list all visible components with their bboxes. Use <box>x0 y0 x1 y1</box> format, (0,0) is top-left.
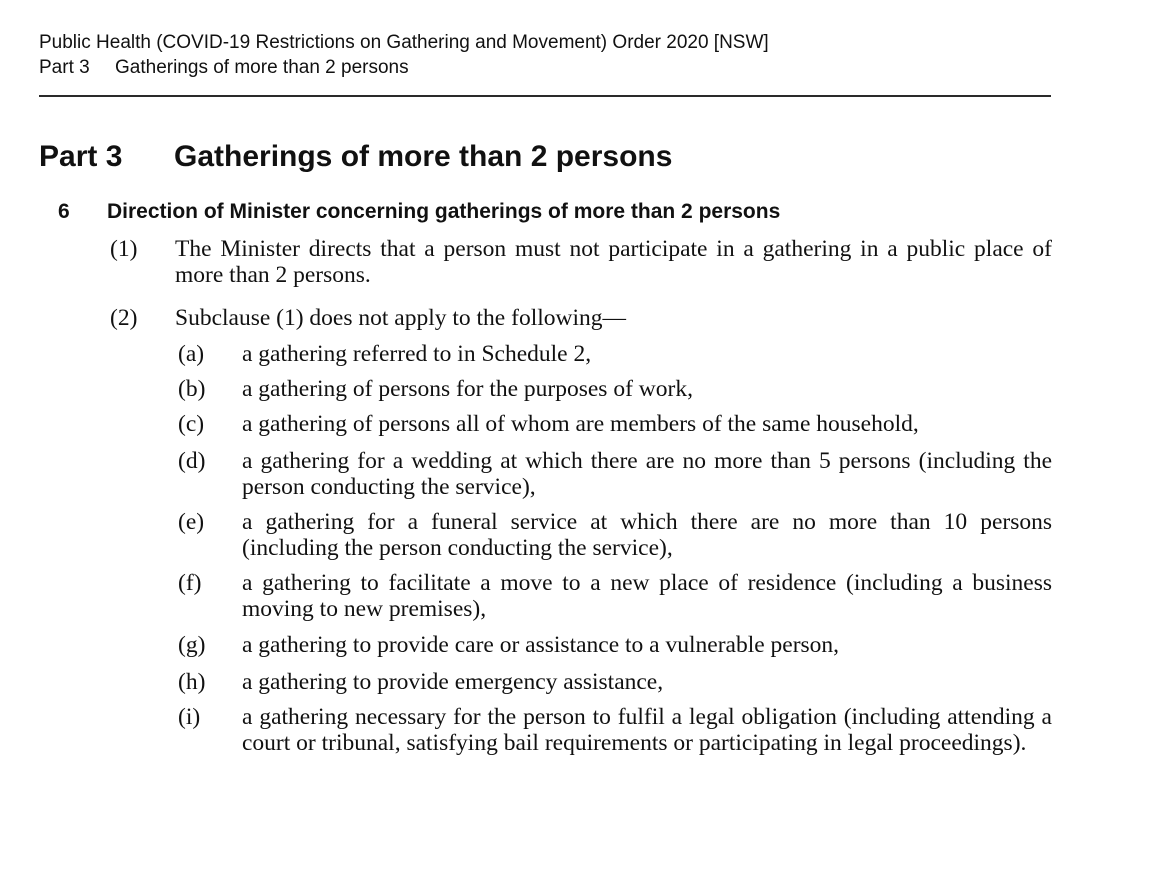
paragraph-number: (a) <box>178 341 205 367</box>
paragraph-text: a gathering referred to in Schedule 2, <box>242 341 592 367</box>
paragraph-item <box>178 448 1052 500</box>
paragraph-number: (d) <box>178 448 206 474</box>
paragraph-text: a gathering to facilitate a move to a new place of residence (including a business moving to new premises), <box>242 570 1052 622</box>
paragraph-text: a gathering necessary for the person to fulfil a legal obligation (including attending a court or tribunal, satisfying bail requirements or participating in legal proceedings). <box>242 704 1052 756</box>
paragraph-item <box>178 341 1052 367</box>
paragraph-number: (b) <box>178 376 206 402</box>
paragraph-text: a gathering for a funeral service at which there are no more than 10 persons (including the person conducting the service), <box>242 509 1052 561</box>
paragraph-item <box>178 669 1052 695</box>
paragraph-text: a gathering to provide emergency assistance, <box>242 669 664 695</box>
clause-number: (1) <box>110 236 138 262</box>
paragraph-text: a gathering of persons for the purposes of work, <box>242 376 693 402</box>
paragraph-number: (c) <box>178 411 205 437</box>
paragraph-text: a gathering to provide care or assistance to a vulnerable person, <box>242 632 840 658</box>
running-header-title: Public Health (COVID-19 Restrictions on Gathering and Movement) Order 2020 [NSW] <box>39 32 769 53</box>
paragraph-number: (f) <box>178 570 202 596</box>
section-title: Direction of Minister concerning gatherings of more than 2 persons <box>107 200 781 223</box>
clause-text: The Minister directs that a person must not participate in a gathering in a public place of more than 2 persons. <box>175 236 1052 288</box>
part-heading <box>39 138 672 176</box>
section-number: 6 <box>58 200 70 223</box>
paragraph-number: (g) <box>178 632 206 658</box>
paragraph-item <box>178 704 1052 756</box>
header-divider <box>39 95 1051 97</box>
clause <box>110 236 1052 288</box>
running-header-part <box>39 55 1051 80</box>
running-header-part-title: Gatherings of more than 2 persons <box>115 57 409 78</box>
paragraph-text: a gathering of persons all of whom are members of the same household, <box>242 411 919 437</box>
part-title: Gatherings of more than 2 persons <box>174 140 673 173</box>
paragraph-item <box>178 411 1052 437</box>
running-header-part-number: Part 3 <box>39 57 90 78</box>
paragraph-item <box>178 632 1052 658</box>
clause-text: Subclause (1) does not apply to the following— <box>175 305 626 331</box>
part-number: Part 3 <box>39 140 123 173</box>
paragraph-item <box>178 509 1052 561</box>
paragraph-number: (i) <box>178 704 201 730</box>
clause <box>110 305 1052 331</box>
paragraph-item <box>178 570 1052 622</box>
running-header <box>39 30 1051 80</box>
paragraph-text: a gathering for a wedding at which there are no more than 5 persons (including the person conducting the service), <box>242 448 1052 500</box>
paragraph-number: (e) <box>178 509 205 535</box>
paragraph-number: (h) <box>178 669 206 695</box>
paragraph-item <box>178 376 1052 402</box>
clause-number: (2) <box>110 305 138 331</box>
section-heading <box>58 198 780 226</box>
